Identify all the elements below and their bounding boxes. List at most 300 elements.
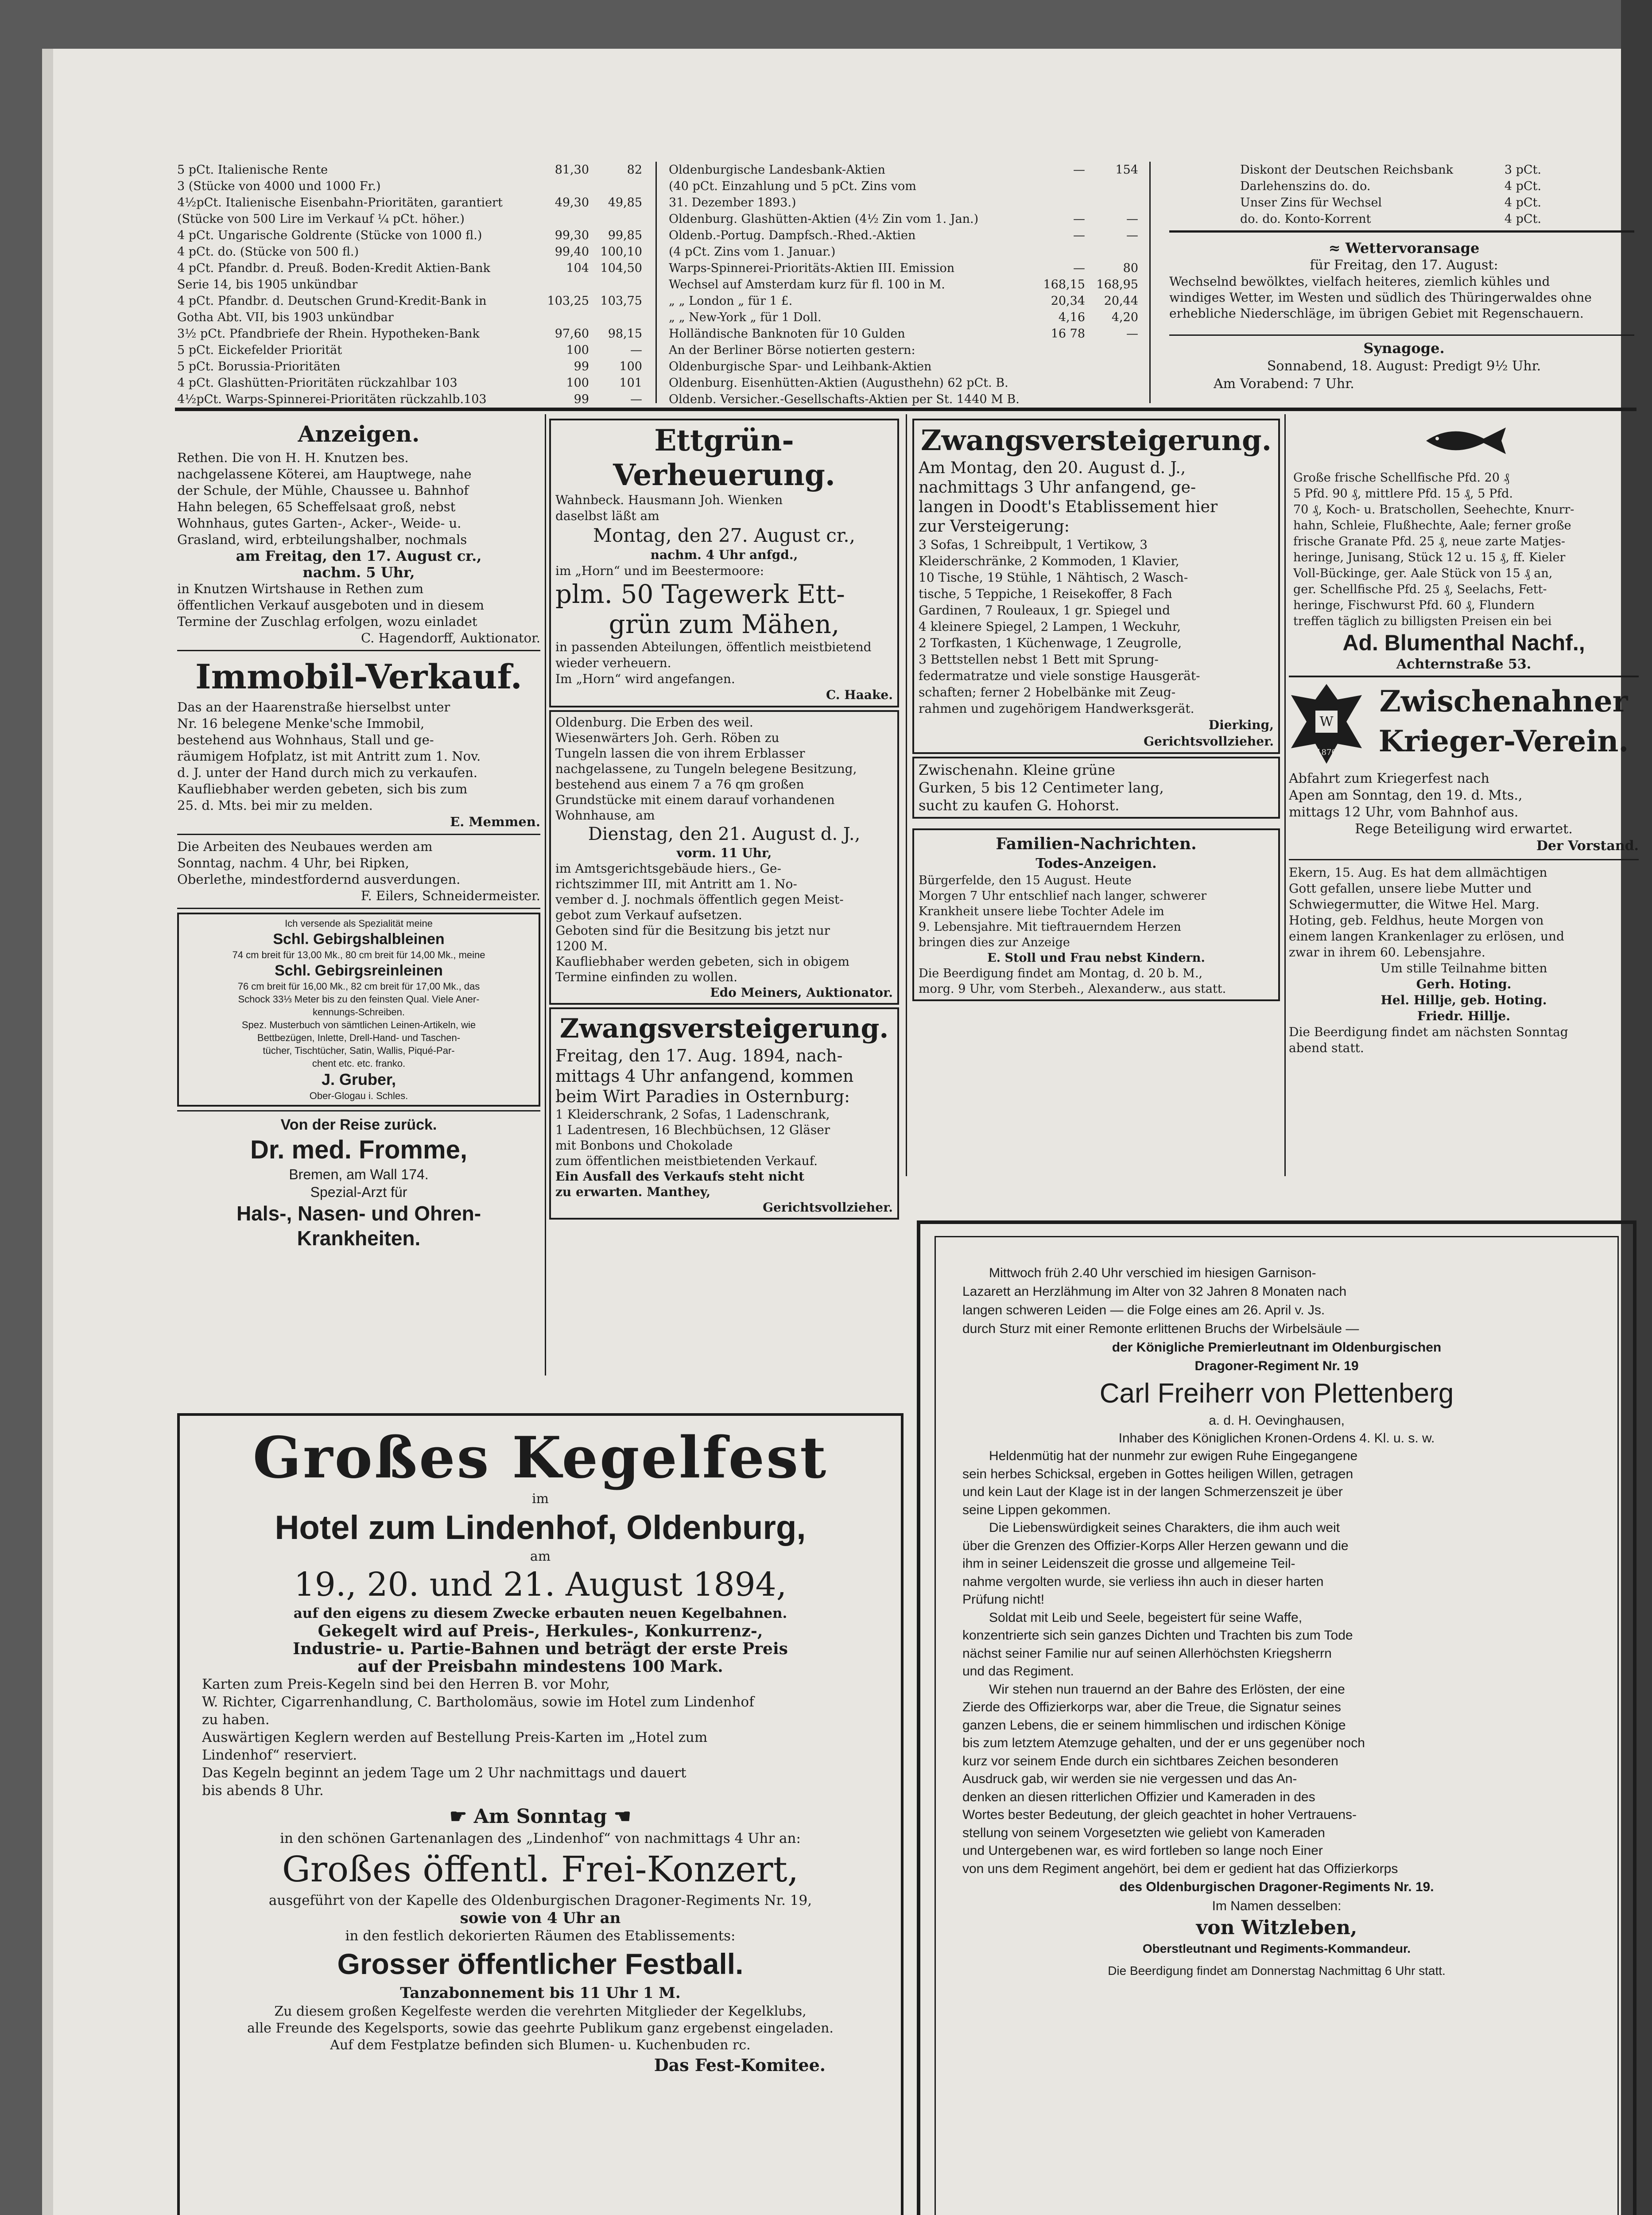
- kegelfest-sign: Das Fest-Komitee.: [654, 2055, 826, 2075]
- right-column: [1289, 419, 1639, 1207]
- stock-value: 103,75: [600, 294, 642, 308]
- zwangsversteigerung-2: [549, 1007, 899, 1220]
- stock-row: [1240, 162, 1541, 178]
- stock-row: [669, 375, 1138, 391]
- weather-subtitle: für Freitag, den 17. August:: [1310, 257, 1498, 273]
- stock-value: 97,60: [555, 327, 589, 341]
- anzeigen-column: [177, 419, 540, 1402]
- roeben-line: Dienstag, den 21. August d. J.,: [588, 824, 861, 844]
- stock-name: Serie 14, bis 1905 unkündbar: [177, 278, 358, 291]
- blumenthal-address: Achternstraße 53.: [1396, 657, 1532, 672]
- column-rule: [655, 162, 657, 403]
- pointing-hand-icon: ☛: [449, 1805, 474, 1828]
- kegelfest-line: Lindenhof“ reserviert.: [202, 1747, 357, 1763]
- krieger-line: mittags 12 Uhr, vom Bahnhof aus.: [1289, 804, 1519, 820]
- zv2-line: mit Bonbons und Chokolade: [555, 1138, 733, 1153]
- stock-value: 100: [566, 343, 589, 357]
- family-line: Morgen 7 Uhr entschlief nach langer, schwerer: [919, 889, 1207, 903]
- obit-namen: Im Namen desselben:: [1212, 1899, 1342, 1913]
- stock-value: [1032, 375, 1085, 391]
- kegelfest-dates: 19., 20. und 21. August 1894,: [294, 1566, 787, 1604]
- family-line: Die Beerdigung findet am Montag, d. 20 b. M.,: [919, 967, 1203, 980]
- hoting-line: Schwiegermutter, die Witwe Hel. Marg.: [1289, 897, 1540, 912]
- stock-value: [1032, 358, 1085, 375]
- kegelfest-line: auf den eigens zu diesem Zwecke erbauten neuen Kegelbahnen.: [293, 1605, 787, 1621]
- fish-icon: [1422, 419, 1510, 463]
- gruber-line: 76 cm breit für 16,00 Mk., 82 cm breit für 17,00 Mk., das: [237, 981, 480, 992]
- gruber-line: Spez. Musterbuch von sämtlichen Leinen-Artikeln, wie: [241, 1019, 476, 1030]
- stock-table-2: [669, 162, 1138, 408]
- family-line: 9. Lebensjahre. Mit tieftrauerndem Herzen: [919, 920, 1181, 934]
- zwangsversteigerung-column: [912, 419, 1280, 1189]
- rethen-line: Wohnhaus, gutes Garten-, Acker-, Weide- u.: [177, 516, 461, 531]
- stock-row: [1240, 178, 1541, 194]
- ettgruen-line: in passenden Abteilungen, öffentlich meistbietend: [555, 640, 872, 654]
- fromme-line: Dr. med. Fromme,: [250, 1135, 467, 1164]
- stock-row: [669, 162, 1138, 178]
- obit-body-line: Soldat mit Leib und Seele, begeistert für seine Waffe,: [989, 1610, 1303, 1625]
- gruber-line: Ich versende als Spezialität meine: [285, 918, 433, 929]
- stock-row: [177, 211, 642, 227]
- hoting-line: zwar in ihrem 60. Lebensjahre.: [1289, 945, 1485, 960]
- column-rule: [1284, 414, 1286, 1176]
- stock-row: [669, 211, 1138, 227]
- stock-value: [589, 309, 642, 326]
- obituary-plettenberg: [935, 1236, 1619, 2215]
- family-line: bringen dies zur Anzeige: [919, 936, 1070, 949]
- stock-value: —: [1126, 229, 1138, 242]
- fish-illustration: [1289, 419, 1639, 467]
- kegelfest-sonntag-label: Am Sonntag: [473, 1805, 607, 1828]
- anzeigen-title: Anzeigen.: [298, 421, 420, 447]
- weather-line: Wechselnd bewölktes, vielfach heiteres, ziemlich kühles und: [1169, 274, 1550, 289]
- stock-row: [669, 244, 1138, 260]
- fromme-line: Von der Reise zurück.: [280, 1116, 437, 1133]
- zv1-line: 10 Tische, 19 Stühle, 1 Nähtisch, 2 Wasch-: [919, 570, 1188, 585]
- kegelfest-title: Großes Kegelfest: [252, 1425, 828, 1491]
- family-title: Familien-Nachrichten.: [996, 835, 1197, 853]
- stock-value: 4 pCt.: [1504, 179, 1541, 193]
- gruber-line: kennungs-Schreiben.: [313, 1006, 405, 1018]
- stock-name: 4 pCt. Glashütten-Prioritäten rückzahlbar 103: [177, 376, 458, 390]
- kegelfest-line: ausgeführt von der Kapelle des Oldenburgischen Dragoner-Regiments Nr. 19,: [268, 1892, 812, 1908]
- stock-value: [1032, 244, 1085, 260]
- obit-intro-line: durch Sturz mit einer Remonte erlittenen Bruchs der Wirbelsäule —: [962, 1321, 1359, 1336]
- roeben-line: 1200 M.: [555, 939, 608, 953]
- zv1-line: 3 Bettstellen nebst 1 Bett mit Sprung-: [919, 652, 1159, 667]
- hoting-line: Um stille Teilnahme bitten: [1380, 961, 1547, 975]
- fromme-line: Krankheiten.: [297, 1227, 421, 1250]
- immobil-line: E. Memmen.: [450, 814, 540, 829]
- blumenthal-line: treffen täglich zu billigsten Preisen ein bei: [1293, 614, 1552, 628]
- stock-value: [1085, 375, 1138, 391]
- zv1-line: zur Versteigerung:: [919, 517, 1070, 536]
- stock-value: 49,85: [608, 196, 642, 210]
- zv1-line: 2 Torfkasten, 1 Küchenwage, 1 Zeugrolle,: [919, 636, 1182, 650]
- stock-row: [669, 358, 1138, 375]
- stock-value: [1085, 342, 1138, 358]
- kegelfest-hotel: Hotel zum Lindenhof, Oldenburg,: [275, 1509, 806, 1547]
- stock-row: [177, 227, 642, 244]
- stock-row: [669, 326, 1138, 342]
- stock-row: [177, 293, 642, 309]
- ettgruen-title: Verheuerung.: [613, 458, 835, 492]
- stock-row: [669, 227, 1138, 244]
- zv2-line: 1 Kleiderschrank, 2 Sofas, 1 Ladenschrank,: [555, 1107, 830, 1122]
- stock-row: [1240, 211, 1541, 227]
- obit-house: a. d. H. Oevinghausen,: [1209, 1413, 1345, 1428]
- obit-sign: von Witzleben,: [1196, 1916, 1357, 1939]
- family-line: morg. 9 Uhr, vom Sterbeh., Alexanderw., aus statt.: [919, 982, 1226, 996]
- hoting-line: abend statt.: [1289, 1041, 1364, 1055]
- kegelfest-tanz: Tanzabonnement bis 11 Uhr 1 M.: [400, 1984, 681, 2002]
- zv1-line: Gerichtsvollzieher.: [1144, 734, 1274, 749]
- stock-row: [177, 358, 642, 375]
- stock-name: Oldenb. Versicher.-Gesellschafts-Aktien per St. 1440 M B.: [669, 392, 1020, 406]
- stock-row: [669, 194, 1138, 211]
- stock-name: 5 pCt. Eickefelder Priorität: [177, 343, 342, 357]
- stock-value: [536, 309, 589, 326]
- krieger-title: Zwischenahner: [1379, 684, 1628, 719]
- stock-name: 5 pCt. Borussia-Prioritäten: [177, 360, 341, 373]
- zv2-line: 1 Ladentresen, 16 Blechbüchsen, 12 Gläser: [555, 1123, 830, 1137]
- krieger-line: Rege Beteiligung wird erwartet.: [1355, 821, 1573, 837]
- stock-value: 168,15: [1043, 278, 1085, 291]
- obit-order: Inhaber des Königlichen Kronen-Ordens 4. Kl. u. s. w.: [1118, 1431, 1435, 1446]
- rule: [1169, 230, 1634, 233]
- stock-value: 104: [566, 261, 589, 275]
- blumenthal-line: heringe, Fischwurst Pfd. 60 ₰, Flundern: [1293, 598, 1535, 612]
- stock-value: [1085, 391, 1138, 408]
- stock-name: 31. Dezember 1893.): [669, 196, 796, 210]
- hoting-line: Gerh. Hoting.: [1416, 977, 1512, 991]
- stock-name: 3 (Stücke von 4000 und 1000 Fr.): [177, 179, 381, 193]
- family-news: [912, 828, 1280, 1001]
- roeben-line: bestehend aus einem 7 a 76 qm großen: [555, 777, 804, 792]
- blumenthal-line: 70 ₰, Koch- u. Bratschollen, Seehechte, Knurr-: [1293, 503, 1574, 517]
- stock-value: 99,40: [555, 245, 589, 259]
- krieger-line: Der Vorstand.: [1536, 838, 1639, 854]
- zv1-line: federmatratze und viele sonstige Hausgerät-: [919, 668, 1200, 683]
- zv1-title: Zwangsversteigerung.: [920, 424, 1272, 457]
- stock-name: Oldenburg. Glashütten-Aktien (4½ Zin vom 1. Jan.): [669, 212, 979, 226]
- obit-body-line: stellung von seinem Vorgesetzten wie geliebt von Kameraden: [962, 1825, 1325, 1840]
- immobil-line: d. J. unter der Hand durch mich zu verkaufen.: [177, 765, 477, 780]
- blumenthal-line: Voll-Bückinge, ger. Aale Stück von 15 ₰ an,: [1293, 567, 1553, 580]
- krieger-line: Apen am Sonntag, den 19. d. Mts.,: [1289, 788, 1523, 803]
- stock-row: [177, 375, 642, 391]
- kegelfest-am: am: [530, 1549, 551, 1564]
- stock-value: [1032, 178, 1085, 194]
- weather-line: windiges Wetter, im Westen und südlich des Thüringerwaldes ohne: [1169, 290, 1592, 305]
- blumenthal-line: ger. Schellfische Pfd. 25 ₰, Seelachs, Fett-: [1293, 583, 1547, 596]
- column-rule: [545, 414, 546, 1376]
- obit-body-line: sein herbes Schicksal, ergeben in Gottes heiligen Willen, getragen: [962, 1466, 1353, 1481]
- roeben-line: Grundstücke mit einem darauf vorhandenen: [555, 793, 835, 807]
- family-subtitle: Todes-Anzeigen.: [1035, 856, 1157, 871]
- stock-row: [669, 391, 1138, 408]
- stock-row: [177, 178, 642, 194]
- kegelfest-line: Industrie- u. Partie-Bahnen und beträgt der erste Preis: [293, 1640, 788, 1658]
- kegelfest-line: in den festlich dekorierten Räumen des Etablissements:: [345, 1928, 736, 1944]
- kegelfest-line: auf der Preisbahn mindestens 100 Mark.: [357, 1658, 723, 1675]
- ettgruen-title: Ettgrün-: [654, 423, 794, 458]
- stock-value: 100: [566, 376, 589, 390]
- roeben-line: Oldenburg. Die Erben des weil.: [555, 715, 753, 730]
- rethen-line: nachm. 5 Uhr,: [302, 564, 415, 581]
- stock-value: 3 pCt.: [1504, 163, 1541, 177]
- obit-body-line: und das Regiment.: [962, 1664, 1074, 1679]
- zv1-line: Dierking,: [1208, 718, 1274, 732]
- arbeiten-line: F. Eilers, Schneidermeister.: [361, 888, 540, 903]
- obit-body-line: Wortes bester Bedeutung, der gleich geachtet in hoher Vertrauens-: [962, 1807, 1357, 1822]
- stock-value: 99: [574, 392, 589, 406]
- stock-name: do. do. Konto-Korrent: [1240, 212, 1371, 226]
- rethen-line: öffentlichen Verkauf ausgeboten und in diesem: [177, 598, 485, 613]
- roeben-line: Kaufliebhaber werden gebeten, sich in obigem: [555, 954, 849, 969]
- zv2-line: zum öffentlichen meistbietenden Verkauf.: [555, 1154, 818, 1168]
- stock-name: Oldenb.-Portug. Dampfsch.-Rhed.-Aktien: [669, 229, 916, 242]
- stock-value: [1085, 178, 1138, 194]
- stock-value: —: [1126, 327, 1138, 341]
- immobil-line: 25. d. Mts. bei mir zu melden.: [177, 798, 373, 813]
- section-rule: [175, 408, 1636, 411]
- blumenthal-line: Große frische Schellfische Pfd. 20 ₰: [1293, 471, 1510, 485]
- stock-name: Holländische Banknoten für 10 Gulden: [669, 327, 905, 341]
- gurken-ad: [912, 757, 1280, 819]
- stock-name: 4½pCt. Warps-Spinnerei-Prioritäten rückzahlb.103: [177, 392, 487, 406]
- stock-value: [1085, 194, 1138, 211]
- obit-body-line: bis zum letztem Atemzuge gehalten, und der er uns gegenüber noch: [962, 1736, 1365, 1750]
- obit-body-line: von uns dem Regiment angehört, bei dem er gedient hat das Offizierkorps: [962, 1861, 1398, 1876]
- zv2-line: Gerichtsvollzieher.: [763, 1200, 893, 1215]
- immobil-line: bestehend aus Wohnhaus, Stall und ge-: [177, 732, 434, 747]
- gruber-line: Schl. Gebirgshalbleinen: [273, 931, 445, 948]
- stock-row: [177, 391, 642, 408]
- ettgruen-line: plm. 50 Tagewerk Ett-: [555, 579, 845, 609]
- hoting-line: Die Beerdigung findet am nächsten Sonntag: [1289, 1025, 1568, 1039]
- obit-body-line: nächst seiner Familie nur auf seinen Allerhöchsten Kriegsherrn: [962, 1646, 1332, 1661]
- obit-body-line: und Untergebenen war, es wird fortleben so lange noch Einer: [962, 1843, 1323, 1858]
- blumenthal-ad: [1289, 467, 1639, 677]
- arbeiten-line: Sonntag, nachm. 4 Uhr, bei Ripken,: [177, 855, 409, 870]
- stock-name: 4 pCt. Pfandbr. d. Preuß. Boden-Kredit Aktien-Bank: [177, 261, 490, 275]
- stock-row: [669, 293, 1138, 309]
- gruber-line: chent etc. etc. franko.: [312, 1058, 406, 1069]
- stock-value: [589, 276, 642, 293]
- hoting-line: Hoting, geb. Feldhus, heute Morgen von: [1289, 913, 1544, 928]
- stock-name: Oldenburgische Landesbank-Aktien: [669, 163, 885, 177]
- kegelfest-line: sowie von 4 Uhr an: [460, 1909, 621, 1927]
- roeben-line: Edo Meiners, Auktionator.: [710, 985, 893, 1000]
- stock-value: [589, 211, 642, 227]
- ettgruen-line: wieder verheuern.: [555, 656, 671, 670]
- stock-name: 5 pCt. Italienische Rente: [177, 163, 328, 177]
- kegelfest-line: Zu diesem großen Kegelfeste werden die verehrten Mitglieder der Kegelklubs,: [274, 2004, 807, 2019]
- stock-name: Unser Zins für Wechsel: [1240, 196, 1382, 210]
- obit-regiment: des Oldenburgischen Dragoner-Regiments Nr. 19.: [1119, 1880, 1434, 1894]
- stock-value: [536, 276, 589, 293]
- stock-value: —: [1073, 163, 1085, 177]
- column-rule: [1149, 162, 1151, 403]
- stock-value: 49,30: [555, 196, 589, 210]
- stock-row: [177, 244, 642, 260]
- ettgruen-line: daselbst läßt am: [555, 509, 659, 523]
- immobil-line: Kaufliebhaber werden gebeten, sich bis zum: [177, 781, 468, 797]
- rethen-line: Rethen. Die von H. H. Knutzen bes.: [177, 450, 409, 465]
- roeben-line: Wohnhause, am: [555, 808, 655, 823]
- pointing-hand-icon: ☚: [607, 1805, 632, 1828]
- hoting-line: Hel. Hillje, geb. Hoting.: [1381, 993, 1547, 1007]
- obit-intro-line: langen schweren Leiden — die Folge eines am 26. April v. Js.: [962, 1303, 1325, 1317]
- stock-value: 4 pCt.: [1504, 212, 1541, 226]
- rethen-line: am Freitag, den 17. August cr.,: [236, 548, 482, 564]
- gruber-line: tücher, Tischtücher, Satin, Wallis, Piqué-Par-: [263, 1045, 455, 1056]
- roeben-line: nachgelassene, zu Tungeln belegene Besitzung,: [555, 762, 857, 776]
- gruber-line: Bettbezügen, Inlette, Drell-Hand- und Taschen-: [257, 1032, 461, 1043]
- stock-name: Oldenburgische Spar- und Leihbank-Aktien: [669, 360, 932, 373]
- kegelfest-line: bis abends 8 Uhr.: [202, 1783, 324, 1799]
- stock-value: 81,30: [555, 163, 589, 177]
- stock-row: [669, 342, 1138, 358]
- stock-row: [669, 178, 1138, 194]
- stock-name: 4 pCt. Pfandbr. d. Deutschen Grund-Kredit-Bank in: [177, 294, 487, 308]
- obit-rank: Dragoner-Regiment Nr. 19: [1194, 1359, 1359, 1373]
- stock-value: 99,85: [608, 229, 642, 242]
- zwangsversteigerung-1: [912, 419, 1280, 754]
- immobil-title: Immobil-Verkauf.: [195, 657, 522, 696]
- stock-name: 4 pCt. do. (Stücke von 500 fl.): [177, 245, 359, 259]
- stock-value: [1085, 358, 1138, 375]
- stock-value: 4,16: [1058, 311, 1085, 324]
- obit-sign-title: Oberstleutnant und Regiments-Kommandeur.: [1142, 1942, 1411, 1955]
- stock-name: (4 pCt. Zins vom 1. Januar.): [669, 245, 836, 259]
- gurken-line: Gurken, 5 bis 12 Centimeter lang,: [919, 779, 1164, 796]
- weather-line: erhebliche Niederschläge, im übrigen Gebiet mit Regenschauern.: [1169, 306, 1584, 321]
- krieger-verein-header: [1289, 682, 1639, 770]
- stock-value: [1032, 391, 1085, 408]
- ettgruen-line: Wahnbeck. Hausmann Joh. Wienken: [555, 493, 783, 507]
- stock-value: [589, 178, 642, 194]
- rethen-line: in Knutzen Wirtshause in Rethen zum: [177, 581, 424, 596]
- roeben-line: vember d. J. nochmals öffentlich gegen Meist-: [555, 892, 844, 907]
- roeben-ad: [549, 710, 899, 1005]
- stock-value: [1085, 244, 1138, 260]
- stock-name: „ „ London „ für 1 £.: [669, 294, 793, 308]
- zv1-line: 4 kleinere Spiegel, 2 Lampen, 1 Weckuhr,: [919, 619, 1181, 634]
- stock-value: 168,95: [1096, 278, 1138, 291]
- stock-value: 154: [1115, 163, 1138, 177]
- stock-row: [177, 342, 642, 358]
- zv2-line: beim Wirt Paradies in Osternburg:: [555, 1087, 850, 1106]
- gruber-line: Ober-Glogau i. Schles.: [309, 1090, 408, 1101]
- obit-intro-line: Lazarett an Herzlähmung im Alter von 32 Jahren 8 Monaten nach: [962, 1284, 1347, 1299]
- stock-value: 16 78: [1051, 327, 1085, 341]
- ettgruen-line: Im „Horn“ wird angefangen.: [555, 672, 735, 686]
- roeben-line: Geboten sind für die Besitzung bis jetzt nur: [555, 923, 830, 938]
- zv1-line: schaften; ferner 2 Hobelbänke mit Zeug-: [919, 685, 1176, 699]
- obit-body-line: Zierde des Offizierkorps war, aber die Treue, die Signatur seines: [962, 1700, 1341, 1714]
- rethen-line: Hahn belegen, 65 Scheffelsaat groß, nebst: [177, 499, 456, 514]
- zv1-line: Kleiderschränke, 2 Kommoden, 1 Klavier,: [919, 554, 1179, 568]
- stock-name: 3½ pCt. Pfandbriefe der Rhein. Hypotheken-Bank: [177, 327, 480, 341]
- obit-body-line: konzentrierte sich sein ganzes Dichten und Trachten bis zum Tode: [962, 1628, 1353, 1643]
- stock-value: 104,50: [600, 261, 642, 275]
- zv2-line: Freitag, den 17. Aug. 1894, nach-: [555, 1046, 843, 1065]
- stock-name: Wechsel auf Amsterdam kurz für fl. 100 in M.: [669, 278, 945, 291]
- zv1-line: langen in Doodt's Etablissement hier: [919, 498, 1218, 516]
- immobil-line: Das an der Haarenstraße hierselbst unter: [177, 699, 450, 715]
- stock-value: [536, 178, 589, 194]
- stock-value: [1032, 342, 1085, 358]
- roeben-line: im Amtsgerichtsgebäude hiers., Ge-: [555, 861, 781, 876]
- svg-text:W: W: [1319, 714, 1334, 730]
- cross-year: 1870: [1316, 748, 1337, 757]
- gurken-line: Zwischenahn. Kleine grüne: [919, 762, 1115, 778]
- kegelfest-line: Auswärtigen Keglern werden auf Bestellung Preis-Karten im „Hotel zum: [202, 1729, 708, 1745]
- stock-value: 99: [574, 360, 589, 373]
- stock-name: 4 pCt. Ungarische Goldrente (Stücke von 1000 fl.): [177, 229, 482, 242]
- obit-body-line: Prüfung nicht!: [962, 1592, 1045, 1607]
- rethen-line: Termine der Zuschlag erfolgen, wozu einladet: [177, 614, 477, 629]
- obit-body-line: Die Liebenswürdigkeit seines Charakters, die ihm auch weit: [989, 1520, 1340, 1535]
- weather-title: ≈ Wettervoransage: [1328, 240, 1480, 256]
- stock-value: 103,25: [547, 294, 589, 308]
- zv1-line: 3 Sofas, 1 Schreibpult, 1 Vertikow, 3: [919, 537, 1148, 552]
- kegelfest-line: alle Freunde des Kegelsports, sowie das geehrte Publikum ganz ergebenst eingeladen.: [247, 2021, 834, 2036]
- stock-value: 20,34: [1051, 294, 1085, 308]
- obit-body-line: ihm in seiner Leidenszeit die grosse und allgemeine Teil-: [962, 1556, 1295, 1571]
- rethen-line: Grasland, wird, erbteilungshalber, nochmals: [177, 532, 467, 547]
- stock-value: —: [630, 392, 642, 406]
- krieger-line: Abfahrt zum Kriegerfest nach: [1289, 771, 1489, 786]
- blumenthal-line: 5 Pfd. 90 ₰, mittlere Pfd. 15 ₰, 5 Pfd.: [1293, 487, 1513, 501]
- column-rule: [906, 414, 907, 1176]
- gurken-line: sucht zu kaufen G. Hohorst.: [919, 797, 1120, 814]
- stock-table-3: [1240, 162, 1541, 228]
- roeben-line: Tungeln lassen die von ihrem Erblasser: [555, 746, 805, 761]
- family-line: Krankheit unsere liebe Tochter Adele im: [919, 905, 1164, 918]
- ettgruen-column: [549, 419, 899, 1384]
- obit-burial: Die Beerdigung findet am Donnerstag Nachmittag 6 Uhr statt.: [1108, 1964, 1446, 1978]
- fromme-line: Hals-, Nasen- und Ohren-: [236, 1202, 481, 1225]
- obit-intro-line: Mittwoch früh 2.40 Uhr verschied im hiesigen Garnison-: [989, 1266, 1316, 1280]
- zv1-line: nachmittags 3 Uhr anfangend, ge-: [919, 478, 1196, 497]
- stock-name: Gotha Abt. VII, bis 1903 unkündbar: [177, 311, 394, 324]
- immobil-line: Nr. 16 belegene Menke'sche Immobil,: [177, 716, 425, 731]
- ettgruen-line: Montag, den 27. August cr.,: [593, 525, 855, 546]
- gruber-ad: [177, 913, 540, 1107]
- stock-value: —: [630, 343, 642, 357]
- iron-cross-icon: [1289, 682, 1364, 766]
- rethen-line: C. Hagendorff, Auktionator.: [361, 630, 540, 645]
- stock-value: 4,20: [1111, 311, 1138, 324]
- kegelfest-line: Das Kegeln beginnt an jedem Tage um 2 Uhr nachmittags und dauert: [202, 1765, 686, 1781]
- stock-value: 80: [1123, 261, 1138, 275]
- stock-row: [177, 326, 642, 342]
- obit-body-line: nahme vergolten wurde, sie verliess ihn auch in dieser harten: [962, 1574, 1324, 1589]
- roeben-line: Wiesenwärters Joh. Gerh. Röben zu: [555, 731, 779, 745]
- synagogue-line: Sonnabend, 18. August: Predigt 9½ Uhr.: [1267, 358, 1541, 374]
- stock-name: 4½pCt. Italienische Eisenbahn-Prioritäten, garantiert: [177, 196, 503, 210]
- stock-value: 99,30: [555, 229, 589, 242]
- fromme-line: Bremen, am Wall 174.: [289, 1166, 429, 1182]
- stock-name: Oldenburg. Eisenhütten-Aktien (Augusthehn) 62 pCt. B.: [669, 376, 1008, 390]
- stock-value: —: [1073, 212, 1085, 226]
- family-line: Bürgerfelde, den 15 August. Heute: [919, 874, 1132, 887]
- hoting-line: einem langen Krankenlager zu erlösen, und: [1289, 929, 1564, 944]
- kegelfest-konzert: Großes öffentl. Frei-Konzert,: [282, 1849, 799, 1890]
